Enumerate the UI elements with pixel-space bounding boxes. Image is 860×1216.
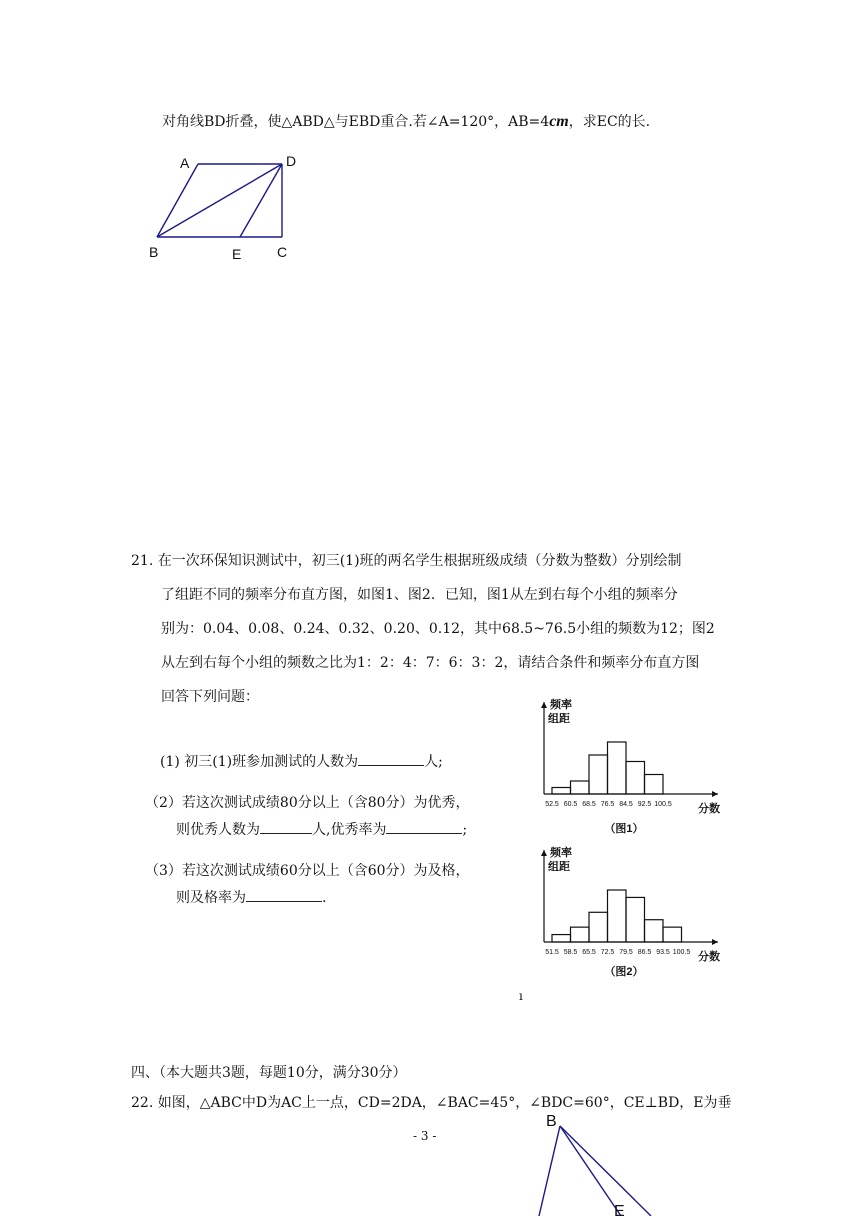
label-e22: E [614, 1203, 625, 1216]
q21-part2-text-a: 则优秀人数为 [176, 822, 260, 838]
segment-b-left [539, 1126, 560, 1216]
hist1-ylabel-bottom: 组距 [548, 713, 570, 725]
q21-part3-blank[interactable] [246, 888, 322, 902]
q21-part2-text-c: ; [462, 822, 468, 838]
edge-de [240, 164, 282, 237]
hist1-bar-5 [626, 762, 645, 795]
q22-text: 22. 如图，△ABC中D为AC上一点，CD=2DA，∠BAC=45°，∠BDC=60°，CE⊥BD，E为垂 [131, 1095, 732, 1111]
q22-triangle-figure [520, 1108, 680, 1216]
hist2-bar-3 [589, 912, 608, 942]
q20-text-a: 对角线BD折叠，使△ABD△与EBD重合.若∠A=120°，AB=4 [162, 114, 550, 130]
q20-text-b: ，求EC的长. [568, 114, 651, 130]
hist2-tick-label-1: 51.5 [545, 949, 559, 956]
stray-mark: ı [519, 989, 523, 1003]
hist2-bar-7 [663, 927, 682, 942]
q21-line5: 回答下列问题： [161, 689, 259, 705]
histogram-figure-2 [530, 836, 740, 981]
hist2-bar-6 [645, 920, 664, 942]
hist2-bar-2 [571, 927, 590, 942]
hist1-bar-3 [589, 755, 608, 794]
hist1-y-axis-arrow [541, 702, 547, 708]
label-e: E [232, 246, 242, 262]
hist1-bar-1 [552, 788, 571, 795]
hist1-bar-2 [571, 781, 590, 794]
hist1-caption: （图1） [604, 823, 644, 835]
label-d: D [286, 153, 297, 169]
q21-line3: 别为：0.04、0.08、0.24、0.32、0.20、0.12，其中68.5~76.5小组的频数为12；图2 [161, 621, 715, 637]
hist2-caption: （图2） [604, 966, 644, 978]
q21-part2-line1: （2）若这次测试成绩80分以上（含80分）为优秀， [145, 795, 470, 811]
hist2-xlabel: 分数 [698, 951, 720, 963]
q21-part3-line2 [176, 888, 326, 905]
hist1-tick-label-4: 76.5 [600, 801, 615, 808]
edge-ab [157, 164, 198, 237]
hist1-x-axis-arrow [712, 791, 718, 797]
histogram-figure-1 [530, 688, 740, 838]
hist1-tick-label-3: 68.5 [582, 801, 596, 808]
q21-part1 [160, 752, 443, 769]
hist2-y-axis-arrow [541, 850, 547, 856]
q21-part2-blank-count[interactable] [260, 820, 312, 834]
hist2-x-axis-arrow [712, 939, 718, 945]
segment-b-e [560, 1126, 621, 1216]
q21-part1-unit: 人; [424, 754, 443, 770]
hist2-tick-label-7: 93.5 [656, 949, 670, 956]
label-c: C [277, 244, 288, 260]
section-4-header: 四、（本大题共3题，每题10分，满分30分） [131, 1065, 407, 1081]
q21-part2-text-b: 人,优秀率为 [312, 822, 387, 838]
page-number: - 3 - [413, 1129, 437, 1143]
hist1-tick-label-5: 84.5 [619, 801, 633, 808]
hist2-tick-label-5: 79.5 [619, 949, 633, 956]
hist1-tick-label-7: 100.5 [654, 801, 672, 808]
hist2-tick-label-6: 86.5 [637, 949, 652, 956]
q21-part2-line2 [176, 820, 467, 837]
q21-part1-blank[interactable] [358, 752, 424, 766]
q20-unit: cm [549, 113, 569, 130]
q20-text [162, 114, 650, 130]
hist2-bar-5 [626, 897, 645, 942]
label-b22: B [546, 1113, 557, 1130]
hist2-tick-label-2: 58.5 [563, 949, 578, 956]
hist1-tick-label-2: 60.5 [563, 801, 578, 808]
q21-part2-blank-rate[interactable] [386, 820, 462, 834]
q21-part3-line1: （3）若这次测试成绩60分以上（含60分）为及格， [145, 863, 470, 879]
q21-part3-text-b: . [322, 890, 327, 906]
hist1-ylabel-top: 频率 [550, 699, 572, 711]
q21-line1: 21. 在一次环保知识测试中，初三(1)班的两名学生根据班级成绩（分数为整数）分别绘制 [131, 553, 682, 569]
q21-part1-text: (1) 初三(1)班参加测试的人数为 [160, 754, 359, 770]
q21-line2: 了组距不同的频率分布直方图，如图1、图2．已知，图1从左到右每个小组的频率分 [161, 587, 678, 603]
hist2-tick-label-8: 100.5 [672, 949, 691, 956]
hist1-xlabel: 分数 [698, 803, 720, 815]
label-a: A [180, 155, 190, 171]
q21-part3-text-a: 则及格率为 [176, 890, 246, 906]
hist1-tick-label-1: 52.5 [545, 801, 559, 808]
hist1-bar-4 [608, 742, 627, 794]
segment-b-right [560, 1126, 651, 1216]
hist2-ylabel-top: 频率 [550, 847, 572, 859]
diagonal-bd [157, 164, 282, 237]
hist1-bar-6 [645, 775, 664, 795]
hist1-tick-label-6: 92.5 [637, 801, 652, 808]
hist2-ylabel-bottom: 组距 [548, 861, 570, 873]
hist2-tick-label-3: 65.5 [582, 949, 596, 956]
hist2-bar-1 [552, 935, 571, 942]
label-b: B [149, 244, 159, 260]
hist2-tick-label-4: 72.5 [600, 949, 615, 956]
q21-line4: 从左到右每个小组的频数之比为1：2：4：7：6：3：2，请结合条件和频率分布直方图 [161, 655, 700, 671]
q20-parallelogram-figure [140, 148, 310, 268]
hist2-bar-4 [608, 890, 627, 942]
